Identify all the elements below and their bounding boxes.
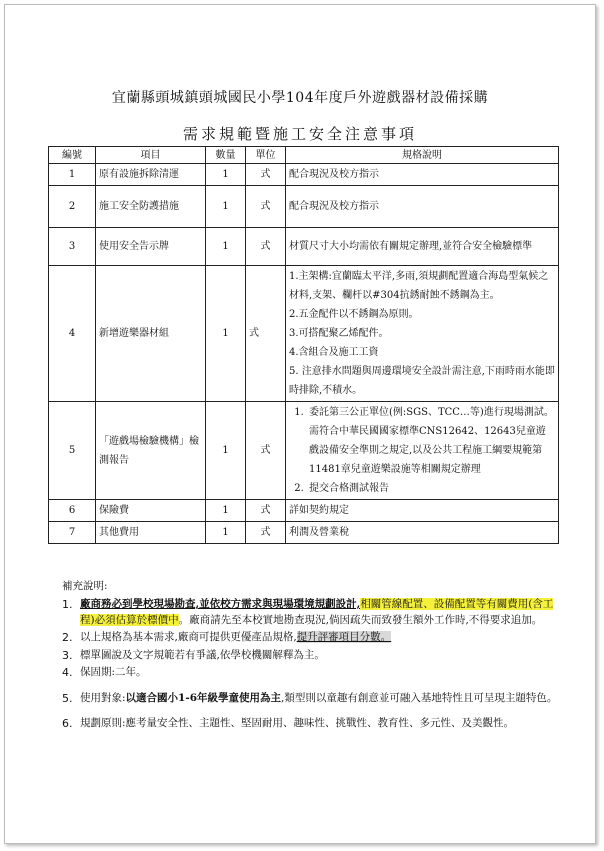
spec-line: 3.可搭配聚乙烯配件。 [289,328,389,339]
table-row [49,186,559,228]
row-qty: 1 [206,522,246,544]
row-spec: 利潤及營業稅 [286,522,559,544]
row-spec [286,266,559,402]
note-text: 。廠商請先至本校實地勘查現況,倘因疏失而致發生額外工作時,不得要求追加。 [178,613,543,626]
row-spec: 配合現況及校方指示 [286,164,559,186]
row-unit: 式 [246,522,286,544]
spec-line: 4.含組合及施工工資 [289,347,379,358]
document-subtitle: 需求規範暨施工安全注意事項 [182,125,417,143]
row-qty: 1 [206,164,246,186]
row-qty: 1 [206,266,246,402]
row-no: 5 [49,402,96,500]
note-text: ,類型則以童趣有創意並可融入基地特性且可呈現主題特色。 [281,691,558,704]
note-text: 保固期:二年。 [80,666,147,678]
note-number: 1. [62,598,73,611]
note-number: 5. [62,691,73,705]
note-item [62,665,562,681]
row-qty: 1 [206,500,246,522]
row-unit: 式 [246,228,286,266]
row-no: 2 [49,186,96,228]
row-item: 施工安全防護措施 [96,186,206,228]
spec-line: 2.五金配件以不銹鋼為原則。 [289,309,419,320]
row-unit: 式 [246,402,286,500]
note-item [62,691,562,707]
row-spec: 配合現況及校方指示 [286,186,559,228]
note-number: 2. [62,631,73,644]
header-item: 項目 [96,147,206,164]
document-title: 宜蘭縣頭城鎮頭城國民小學104年度戶外遊戲器材設備採購 [111,90,489,106]
notes-section [62,578,562,734]
note-number: 6. [62,717,73,730]
header-unit: 單位 [246,147,286,164]
spec-list [289,403,555,498]
header-no: 編號 [49,147,96,164]
row-item: 保險費 [96,500,206,522]
table-row [49,522,559,544]
note-text: 規劃原則:應考量安全性、主題性、堅固耐用、趣味性、挑戰性、教育性、多元性、及美觀性。 [80,717,515,729]
row-no: 6 [49,500,96,522]
row-qty: 1 [206,228,246,266]
row-item: 原有設施拆除清運 [96,164,206,186]
spec-line: 5. 注意排水問題與周邊環境安全設計需注意,下雨時雨水能即時排除,不積水。 [289,366,555,396]
row-qty: 1 [206,402,246,500]
row-qty: 1 [206,186,246,228]
table-row [49,228,559,266]
note-gray-text: 提升評審項目分數。 [296,631,392,643]
row-item: 其他費用 [96,522,206,544]
row-item: 使用安全告示牌 [96,228,206,266]
note-highlight-text: 相關管線配置、設備配置等有關費用(含工程)必須估算於標價中 [80,598,554,626]
spec-list-item: 1. 委託第三公正單位(例:SGS、TCC…等)進行現場測試。需符合中華民國國家標準CNS12642、12643兒童遊戲設備安全準則之規定,以及公共工程施工綱要規範第11481章兒童遊樂設施等相關規定辦理 [307,403,555,479]
note-bold-text: 廠商務必到學校現場勘查,並依校方需求與現場環境規劃設計, [80,598,361,610]
header-qty: 數量 [206,147,246,164]
row-spec: 材質尺寸大小均需依有關規定辦理,並符合安全檢驗標準 [286,228,559,266]
note-number: 4. [62,666,73,679]
spec-table [48,146,559,544]
note-text: 以上規格為基本需求,廠商可提供更優產品規格, [80,631,297,643]
header-spec: 規格說明 [286,147,559,164]
table-row [49,402,559,500]
notes-title: 補充說明: [62,580,108,592]
row-no: 3 [49,228,96,266]
row-unit: 式 [246,164,286,186]
row-no: 4 [49,266,96,402]
row-unit: 式 [246,266,286,402]
spec-line: 1.主架構:宜蘭臨太平洋,多雨,須規劃配置適合海島型氣候之材料,支架、欄杆以#304抗銹耐蝕不銹鋼為主。 [289,271,549,301]
note-item [62,630,562,646]
row-unit: 式 [246,186,286,228]
row-no: 1 [49,164,96,186]
row-spec: 詳如契約規定 [286,500,559,522]
note-bold-text: 以適合國小1-6年級學童使用為主 [125,691,282,704]
row-spec [286,402,559,500]
note-text: 使用對象: [80,691,126,704]
note-item [62,716,562,732]
table-row [49,164,559,186]
row-item: 新增遊樂器材組 [96,266,206,402]
note-text: 標單圖說及文字規範若有爭議,依學校機關解釋為主。 [80,648,325,661]
row-unit: 式 [246,500,286,522]
table-header-row [49,147,559,164]
table-row [49,500,559,522]
row-item: 「遊戲場檢驗機構」檢測報告 [96,402,206,500]
note-item [62,648,562,664]
row-no: 7 [49,522,96,544]
table-row [49,266,559,402]
spec-list-item: 2. 提交合格測試報告 [307,479,555,498]
note-item [62,597,562,628]
note-number: 3. [62,648,73,662]
